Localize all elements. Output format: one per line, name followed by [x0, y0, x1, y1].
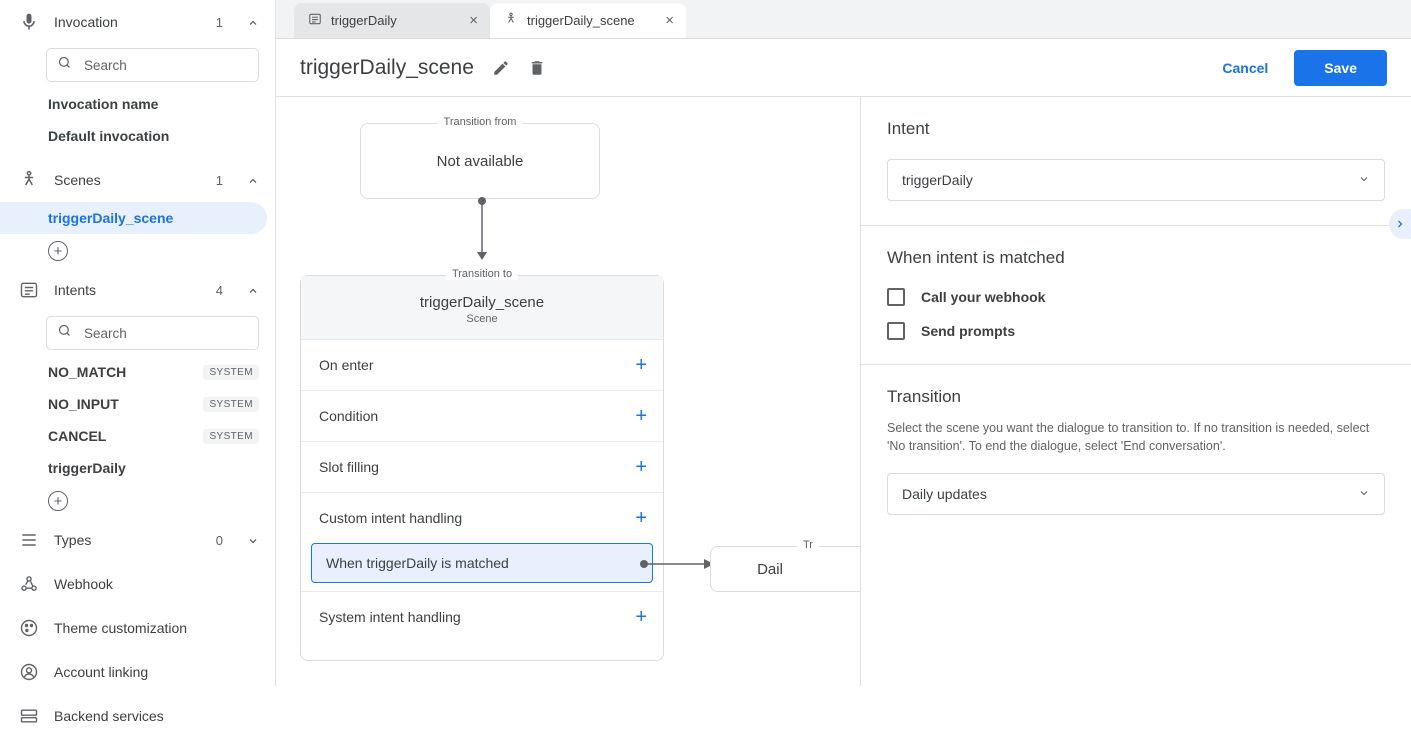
scene-tab-icon [504, 12, 518, 29]
when-intent-matched-section [861, 226, 1411, 365]
intents-search-wrap [0, 312, 275, 356]
sidebar-item-default-invocation[interactable] [0, 120, 275, 152]
scene-row-on-enter[interactable] [301, 339, 663, 390]
search-icon [57, 323, 72, 343]
sidebar-item-cancel[interactable] [0, 420, 275, 452]
sidebar-item-cancel-label: CANCEL [48, 428, 107, 444]
page-header [276, 39, 1411, 97]
sidebar [0, 0, 276, 724]
add-intent-button[interactable] [0, 484, 275, 518]
sidebar-section-types-count: 0 [215, 532, 223, 548]
transition-description: Select the scene you want the dialogue to transition to. If no transition is needed, select 'No transition'. To end the dialogue, select 'End conversation'. [887, 421, 1370, 454]
call-your-webhook-label: Call your webhook [921, 289, 1046, 305]
sidebar-section-scenes-count: 1 [215, 172, 223, 188]
sidebar-item-theme-customization[interactable] [0, 606, 275, 650]
pencil-icon[interactable] [492, 59, 510, 77]
status-badge: SYSTEM [203, 397, 259, 412]
scene-row-on-enter-label: On enter [319, 357, 374, 373]
sidebar-item-invocation-name-label: Invocation name [48, 96, 159, 112]
trash-icon[interactable] [528, 59, 546, 77]
invocation-search-box[interactable] [46, 48, 259, 82]
add-system-intent-handling-icon[interactable]: + [635, 606, 647, 628]
connector-from-to [472, 197, 492, 265]
tab-triggerdaily[interactable] [294, 3, 490, 38]
transition-from-title: Not available [436, 152, 524, 170]
transition-target-title: Dail [757, 560, 783, 578]
search-icon [57, 55, 72, 75]
scene-row-condition-label: Condition [319, 408, 379, 424]
intents-search-input[interactable] [82, 325, 248, 342]
webhook-icon [18, 573, 40, 595]
chevron-up-icon[interactable] [247, 16, 259, 28]
account-link-icon [18, 661, 40, 683]
sidebar-item-triggerdaily[interactable] [0, 452, 275, 484]
page-title: triggerDaily_scene [300, 55, 474, 79]
sidebar-item-webhook-label: Webhook [54, 576, 113, 592]
send-prompts-checkbox[interactable] [887, 322, 905, 340]
sidebar-item-triggerdaily-label: triggerDaily [48, 460, 126, 476]
scene-node-title: triggerDaily_scene [419, 294, 545, 311]
transition-to-legend: Transition to [446, 268, 518, 280]
scene-node-subtitle: Scene [466, 313, 498, 325]
add-on-enter-icon[interactable]: + [635, 354, 647, 376]
add-custom-intent-handling-icon[interactable]: + [635, 507, 647, 529]
sidebar-section-intents-count: 4 [215, 282, 223, 298]
sidebar-item-default-invocation-label: Default invocation [48, 128, 170, 144]
sidebar-item-backend-services-label: Backend services [54, 708, 164, 724]
chevron-down-icon [1358, 486, 1370, 502]
connector-to-target [640, 554, 720, 574]
sidebar-section-invocation[interactable] [0, 0, 275, 44]
close-icon[interactable]: × [665, 12, 674, 29]
sidebar-item-backend-services[interactable] [0, 694, 275, 738]
when-intent-matched-title: When intent is matched [887, 248, 1065, 267]
scene-row-custom-intent-handling[interactable] [301, 492, 663, 543]
chevron-down-icon [1358, 172, 1370, 188]
sidebar-item-account-linking-label: Account linking [54, 664, 149, 680]
sidebar-section-types[interactable] [0, 518, 275, 562]
scene-row-slot-filling-label: Slot filling [319, 459, 379, 475]
intents-search-box[interactable] [46, 316, 259, 350]
sidebar-item-theme-customization-label: Theme customization [54, 620, 188, 636]
properties-panel [860, 97, 1411, 686]
intent-select-value: triggerDaily [902, 172, 973, 188]
transition-from-node[interactable] [360, 116, 600, 199]
add-scene-button[interactable] [0, 234, 275, 268]
add-slot-filling-icon[interactable]: + [635, 456, 647, 478]
plus-icon: + [48, 491, 68, 511]
transition-from-legend: Transition from [438, 116, 523, 128]
call-your-webhook-row[interactable] [887, 288, 1385, 306]
send-prompts-row[interactable] [887, 322, 1385, 340]
sidebar-section-types-label: Types [54, 532, 92, 548]
intent-handler-chip[interactable] [311, 543, 653, 583]
sidebar-item-no-match[interactable] [0, 356, 275, 388]
sidebar-item-no-match-label: NO_MATCH [48, 364, 127, 380]
transition-section [861, 365, 1411, 539]
microphone-icon [18, 11, 40, 33]
sidebar-section-intents[interactable] [0, 268, 275, 312]
scene-row-slot-filling[interactable] [301, 441, 663, 492]
palette-icon [18, 617, 40, 639]
scene-icon [18, 169, 40, 191]
call-your-webhook-checkbox[interactable] [887, 288, 905, 306]
scene-row-condition[interactable] [301, 390, 663, 441]
save-button[interactable]: Save [1294, 50, 1387, 86]
sidebar-section-intents-label: Intents [54, 282, 97, 298]
scene-row-system-intent-handling-label: System intent handling [319, 609, 461, 625]
intent-section-title: Intent [887, 119, 930, 138]
tab-triggerdaily-scene-label: triggerDaily_scene [527, 13, 635, 28]
scene-row-custom-intent-handling-label: Custom intent handling [319, 510, 463, 526]
types-icon [18, 529, 40, 551]
transition-section-title: Transition [887, 387, 962, 406]
chevron-up-icon[interactable] [247, 284, 259, 296]
status-badge: SYSTEM [203, 365, 259, 380]
tab-triggerdaily-scene[interactable] [490, 3, 686, 38]
close-icon[interactable]: × [469, 12, 478, 29]
sidebar-item-webhook[interactable] [0, 562, 275, 606]
sidebar-section-invocation-count: 1 [215, 14, 223, 30]
intents-icon [18, 279, 40, 301]
body [276, 97, 1411, 686]
invocation-search-input[interactable] [82, 57, 248, 74]
status-badge: SYSTEM [203, 429, 259, 444]
chevron-up-icon[interactable] [247, 174, 259, 186]
intent-handler-chip-label: When triggerDaily is matched [326, 555, 509, 571]
sidebar-section-scenes-label: Scenes [54, 172, 101, 188]
intent-select[interactable] [887, 159, 1385, 201]
transition-to-node[interactable] [300, 268, 664, 661]
main-area [276, 0, 1411, 686]
sidebar-item-no-input-label: NO_INPUT [48, 396, 119, 412]
transition-select[interactable] [887, 473, 1385, 515]
sidebar-section-invocation-label: Invocation [54, 14, 118, 30]
intent-section [861, 97, 1411, 226]
add-condition-icon[interactable]: + [635, 405, 647, 427]
tabbar [276, 0, 1411, 39]
chevron-right-icon[interactable] [1389, 209, 1411, 239]
transition-target-legend: Tr [797, 539, 819, 551]
invocation-search-wrap [0, 44, 275, 88]
send-prompts-label: Send prompts [921, 323, 1016, 339]
scene-row-system-intent-handling[interactable] [301, 591, 663, 642]
transition-select-value: Daily updates [902, 486, 987, 503]
cancel-button[interactable]: Cancel [1206, 51, 1284, 85]
sidebar-item-triggerdaily-scene[interactable] [0, 202, 267, 234]
sidebar-item-triggerdaily-scene-label: triggerDaily_scene [48, 210, 174, 226]
sidebar-item-invocation-name[interactable] [0, 88, 275, 120]
sidebar-section-scenes[interactable] [0, 158, 275, 202]
backend-icon [18, 705, 40, 727]
scene-node-header [301, 276, 663, 339]
tab-triggerdaily-label: triggerDaily [331, 13, 397, 28]
sidebar-item-account-linking[interactable] [0, 650, 275, 694]
plus-icon: + [48, 241, 68, 261]
scene-graph-canvas[interactable] [276, 97, 860, 686]
chevron-down-icon[interactable] [247, 534, 259, 546]
intent-tab-icon [308, 12, 322, 29]
sidebar-item-no-input[interactable] [0, 388, 275, 420]
